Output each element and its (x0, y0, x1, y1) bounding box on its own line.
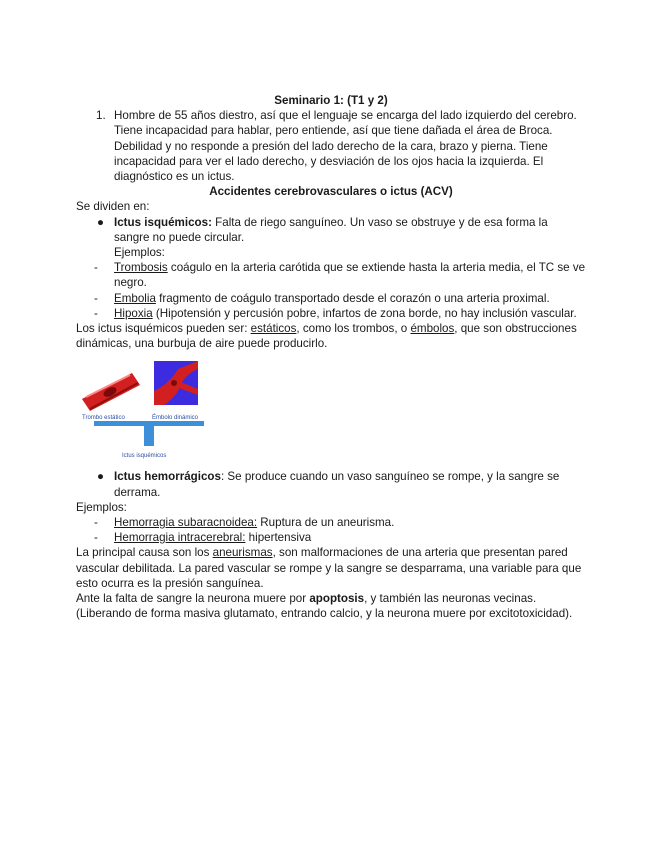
dash-item-intracerebral (76, 530, 586, 545)
intro-text: Se dividen en: (76, 200, 150, 214)
term-intracerebral: Hemorragia intracerebral: (114, 531, 246, 545)
term-apoptosis: apoptosis (309, 592, 365, 606)
hemorragicos-text: : Se produce cuando un vaso sanguíneo se rompe, y la sangre se derrama. (114, 470, 560, 499)
section-title: Accidentes cerebrovasculares o ictus (ACV) (209, 185, 453, 199)
bullet-dot: ● (97, 215, 105, 229)
dash-item-hipoxia (76, 306, 586, 321)
thrombus-image (82, 373, 140, 411)
dash-item-embolia (76, 291, 586, 306)
subaracnoidea-text: Ruptura de un aneurisma. (257, 516, 395, 530)
connector-shape (94, 421, 204, 446)
label-ictus-isquemicos: Ictus isquémicos (122, 453, 167, 460)
bullet-item-hemorragicos (76, 469, 586, 499)
term-hemorragicos: Ictus hemorrágicos (114, 470, 221, 484)
list-number: 1. (96, 109, 106, 123)
term-estaticos: estáticos (250, 322, 297, 336)
bullet-dot: ● (97, 470, 105, 484)
text-run: La principal causa son los (76, 546, 213, 560)
examples-label: Ejemplos: (114, 246, 165, 260)
dash-marker: - (94, 516, 98, 530)
page-title: Seminario 1: (T1 y 2) (274, 94, 388, 107)
term-subaracnoidea: Hemorragia subaracnoidea: (114, 516, 258, 530)
hipoxia-text: (Hipotensión y percusión pobre, infartos de zona borde, no hay inclusión vascular. (152, 306, 577, 320)
apoptosis-paragraph (76, 591, 586, 621)
static-dynamic-paragraph (76, 321, 586, 351)
dash-marker: - (94, 291, 98, 305)
term-trombosis: Trombosis (114, 261, 168, 275)
dash-marker: - (94, 531, 98, 545)
intracerebral-text: hipertensiva (245, 531, 312, 545)
embolus-image (154, 361, 198, 405)
embolia-text: fragmento de coágulo transportado desde el corazón o una arteria proximal. (155, 291, 550, 305)
isquemicos-text: Falta de riego sanguíneo. Un vaso se obstruye y de esa forma la sangre no puede circular. (114, 215, 548, 244)
term-isquemicos: Ictus isquémicos: (114, 215, 212, 229)
dash-item-trombosis (76, 260, 586, 290)
text-run: , que son obstrucciones dinámicas, una burbuja de aire puede producirlo. (76, 322, 577, 351)
document-page (76, 93, 586, 621)
text-run: , son malformaciones de una arteria que presentan pared vascular debilitada. La pared vascular se rompe y la sangre se desparrama, una variable para que esto ocurra es la presión sanguínea. (76, 546, 582, 590)
term-embolia: Embolia (114, 291, 156, 305)
dash-item-subaracnoidea (76, 515, 586, 530)
term-embolos: émbolos (410, 322, 455, 336)
label-trombo-estatico: Trombo estático (82, 415, 125, 422)
case-item (76, 108, 586, 184)
case-text: Hombre de 55 años diestro, así que el lenguaje se encarga del lado izquierdo del cerebro. Tiene incapacidad para hablar, pero entiende, así que tiene dañada el área de Broca. Debilidad y no responde a presión del lado derecho de la cara, brazo y pierna. Tiene incapacidad para ver el lado derecho, y desviación de los ojos hacia la izquierda. El diagnóstico es un ictus. (114, 109, 577, 184)
dash-marker: - (94, 261, 98, 275)
dash-marker: - (94, 306, 98, 320)
text-run: , y también las neuronas vecinas. (Liberando de forma masiva glutamato, entrando calcio, y la neurona muere por excitotoxicidad). (76, 592, 573, 621)
text-run: Los ictus isquémicos pueden ser: (76, 322, 251, 336)
examples-label: Ejemplos: (76, 500, 127, 514)
trombosis-text: coágulo en la arteria carótida que se extiende hasta la arteria media, el TC se ve negro. (114, 261, 586, 290)
aneurysm-paragraph (76, 545, 586, 591)
term-hipoxia: Hipoxia (114, 306, 153, 320)
text-run: , como los trombos, o (296, 322, 411, 336)
label-embolo-dinamico: Émbolo dinámico (152, 415, 199, 422)
text-run: Ante la falta de sangre la neurona muere por (76, 592, 310, 606)
term-aneurismas: aneurismas (212, 546, 273, 560)
ictus-diagram (80, 361, 220, 461)
ictus-figure (80, 361, 220, 461)
bullet-item-isquemicos (76, 215, 586, 245)
